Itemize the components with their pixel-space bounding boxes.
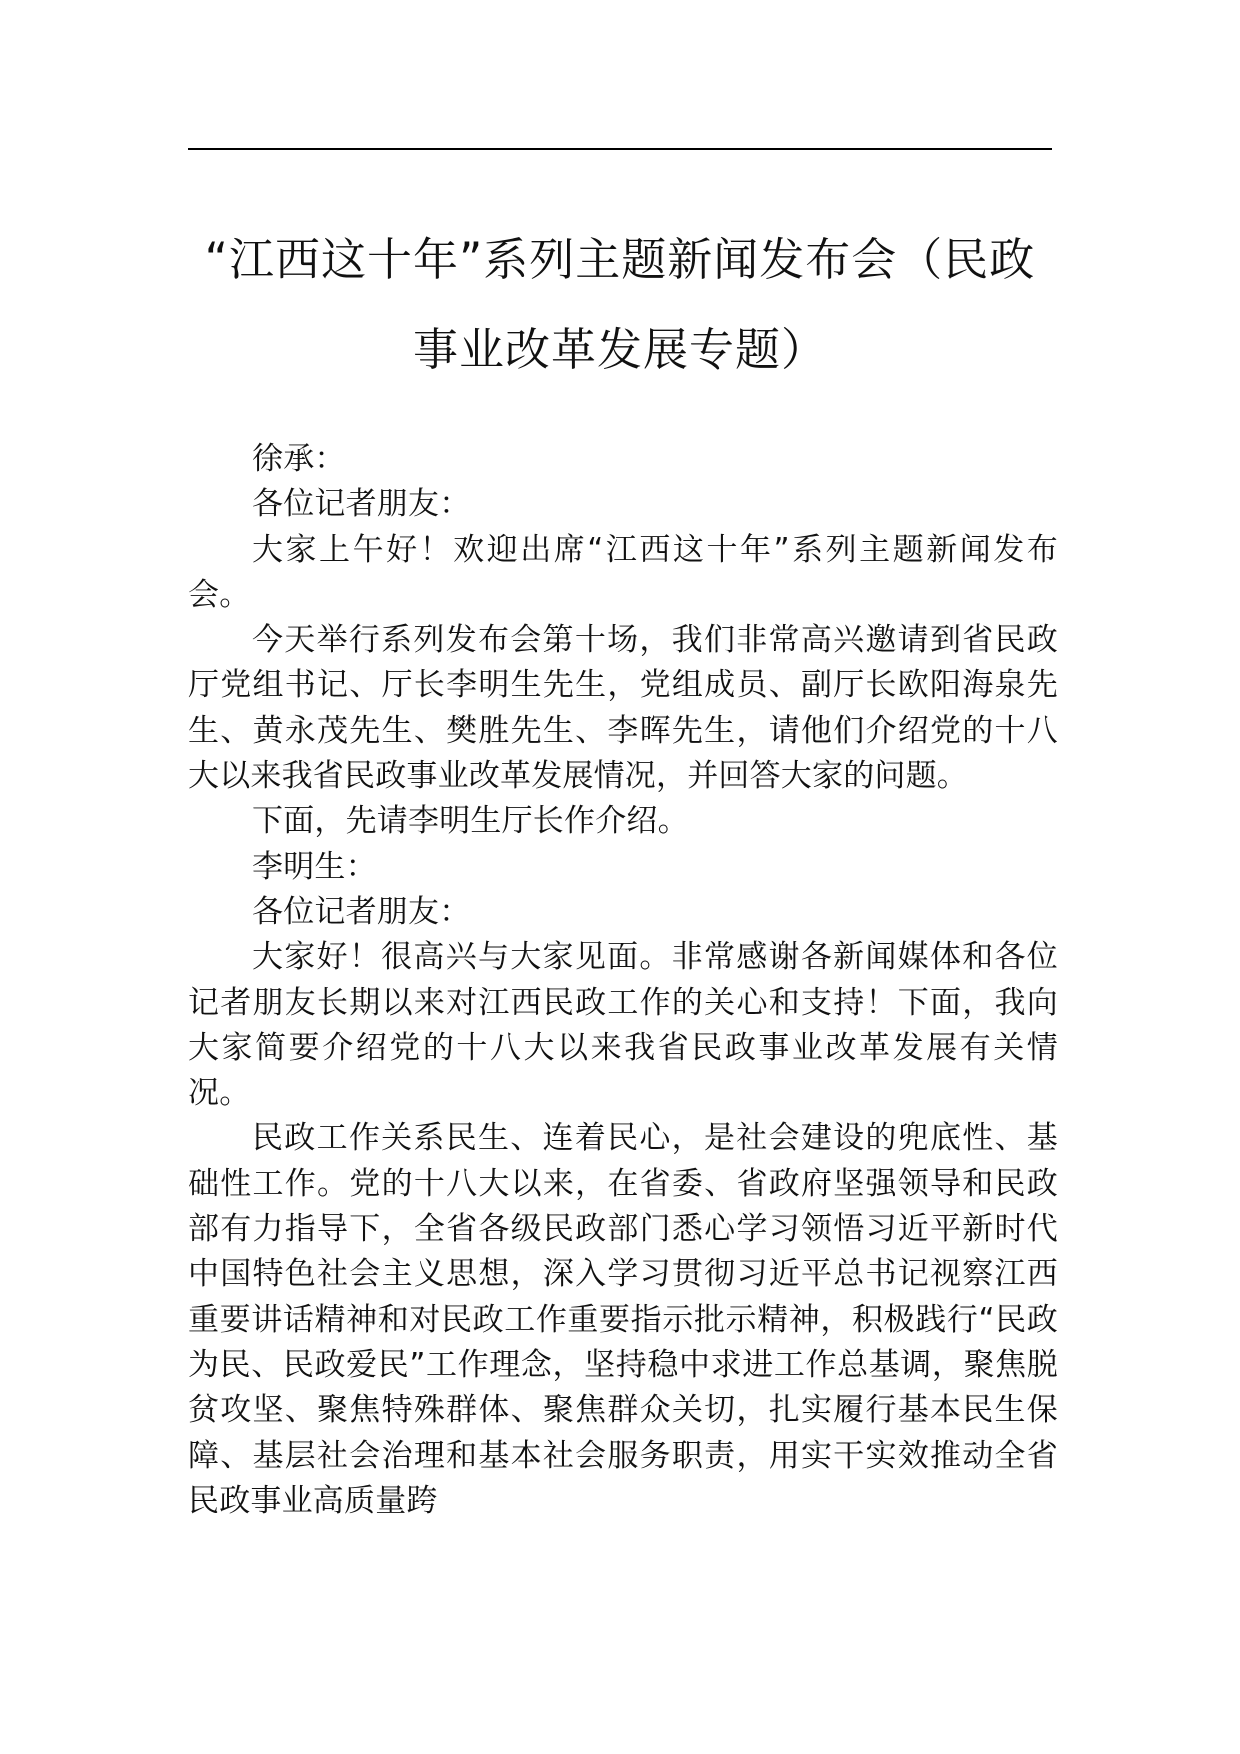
document-title	[188, 215, 1052, 395]
body-paragraph: 下面，先请李明生厅长作介绍。	[252, 803, 689, 840]
header-rule	[188, 148, 1052, 150]
speaker-label: 徐承：	[252, 441, 346, 477]
salutation: 各位记者朋友：	[252, 893, 471, 930]
document-body	[188, 437, 1058, 1524]
speaker-label: 李明生：	[252, 848, 377, 885]
body-paragraph: 大家好！很高兴与大家见面。非常感谢各新闻媒体和各位记者朋友长期以来对江西民政工作的关心和支持！下面，我向大家简要介绍党的十八大以来我省民政事业改革发展有关情况。	[188, 939, 1058, 1112]
title-line-1: “江西这十年”系列主题新闻发布会（民政	[204, 233, 1036, 286]
title-line-2: 事业改革发展专题）	[412, 323, 827, 376]
body-paragraph: 民政工作关系民生、连着民心，是社会建设的兜底性、基础性工作。党的十八大以来，在省委、省政府坚强领导和民政部有力指导下，全省各级民政部门悉心学习领悟习近平新时代中国特色社会主义思想，深入学习贯彻习近平总书记视察江西重要讲话精神和对民政工作重要指示批示精神，积极践行“民政为民、民政爱民”工作理念，坚持稳中求进工作总基调，聚焦脱贫攻坚、聚焦特殊群体、聚焦群众关切，扎实履行基本民生保障、基层社会治理和基本社会服务职责，用实干实效推动全省民政事业高质量跨	[188, 1120, 1058, 1519]
body-paragraph: 今天举行系列发布会第十场，我们非常高兴邀请到省民政厅党组书记、厅长李明生先生，党组成员、副厅长欧阳海泉先生、黄永茂先生、樊胜先生、李晖先生，请他们介绍党的十八大以来我省民政事业改革发展情况，并回答大家的问题。	[188, 622, 1058, 795]
body-paragraph: 大家上午好！欢迎出席“江西这十年”系列主题新闻发布会。	[188, 531, 1058, 613]
salutation: 各位记者朋友：	[252, 486, 471, 523]
